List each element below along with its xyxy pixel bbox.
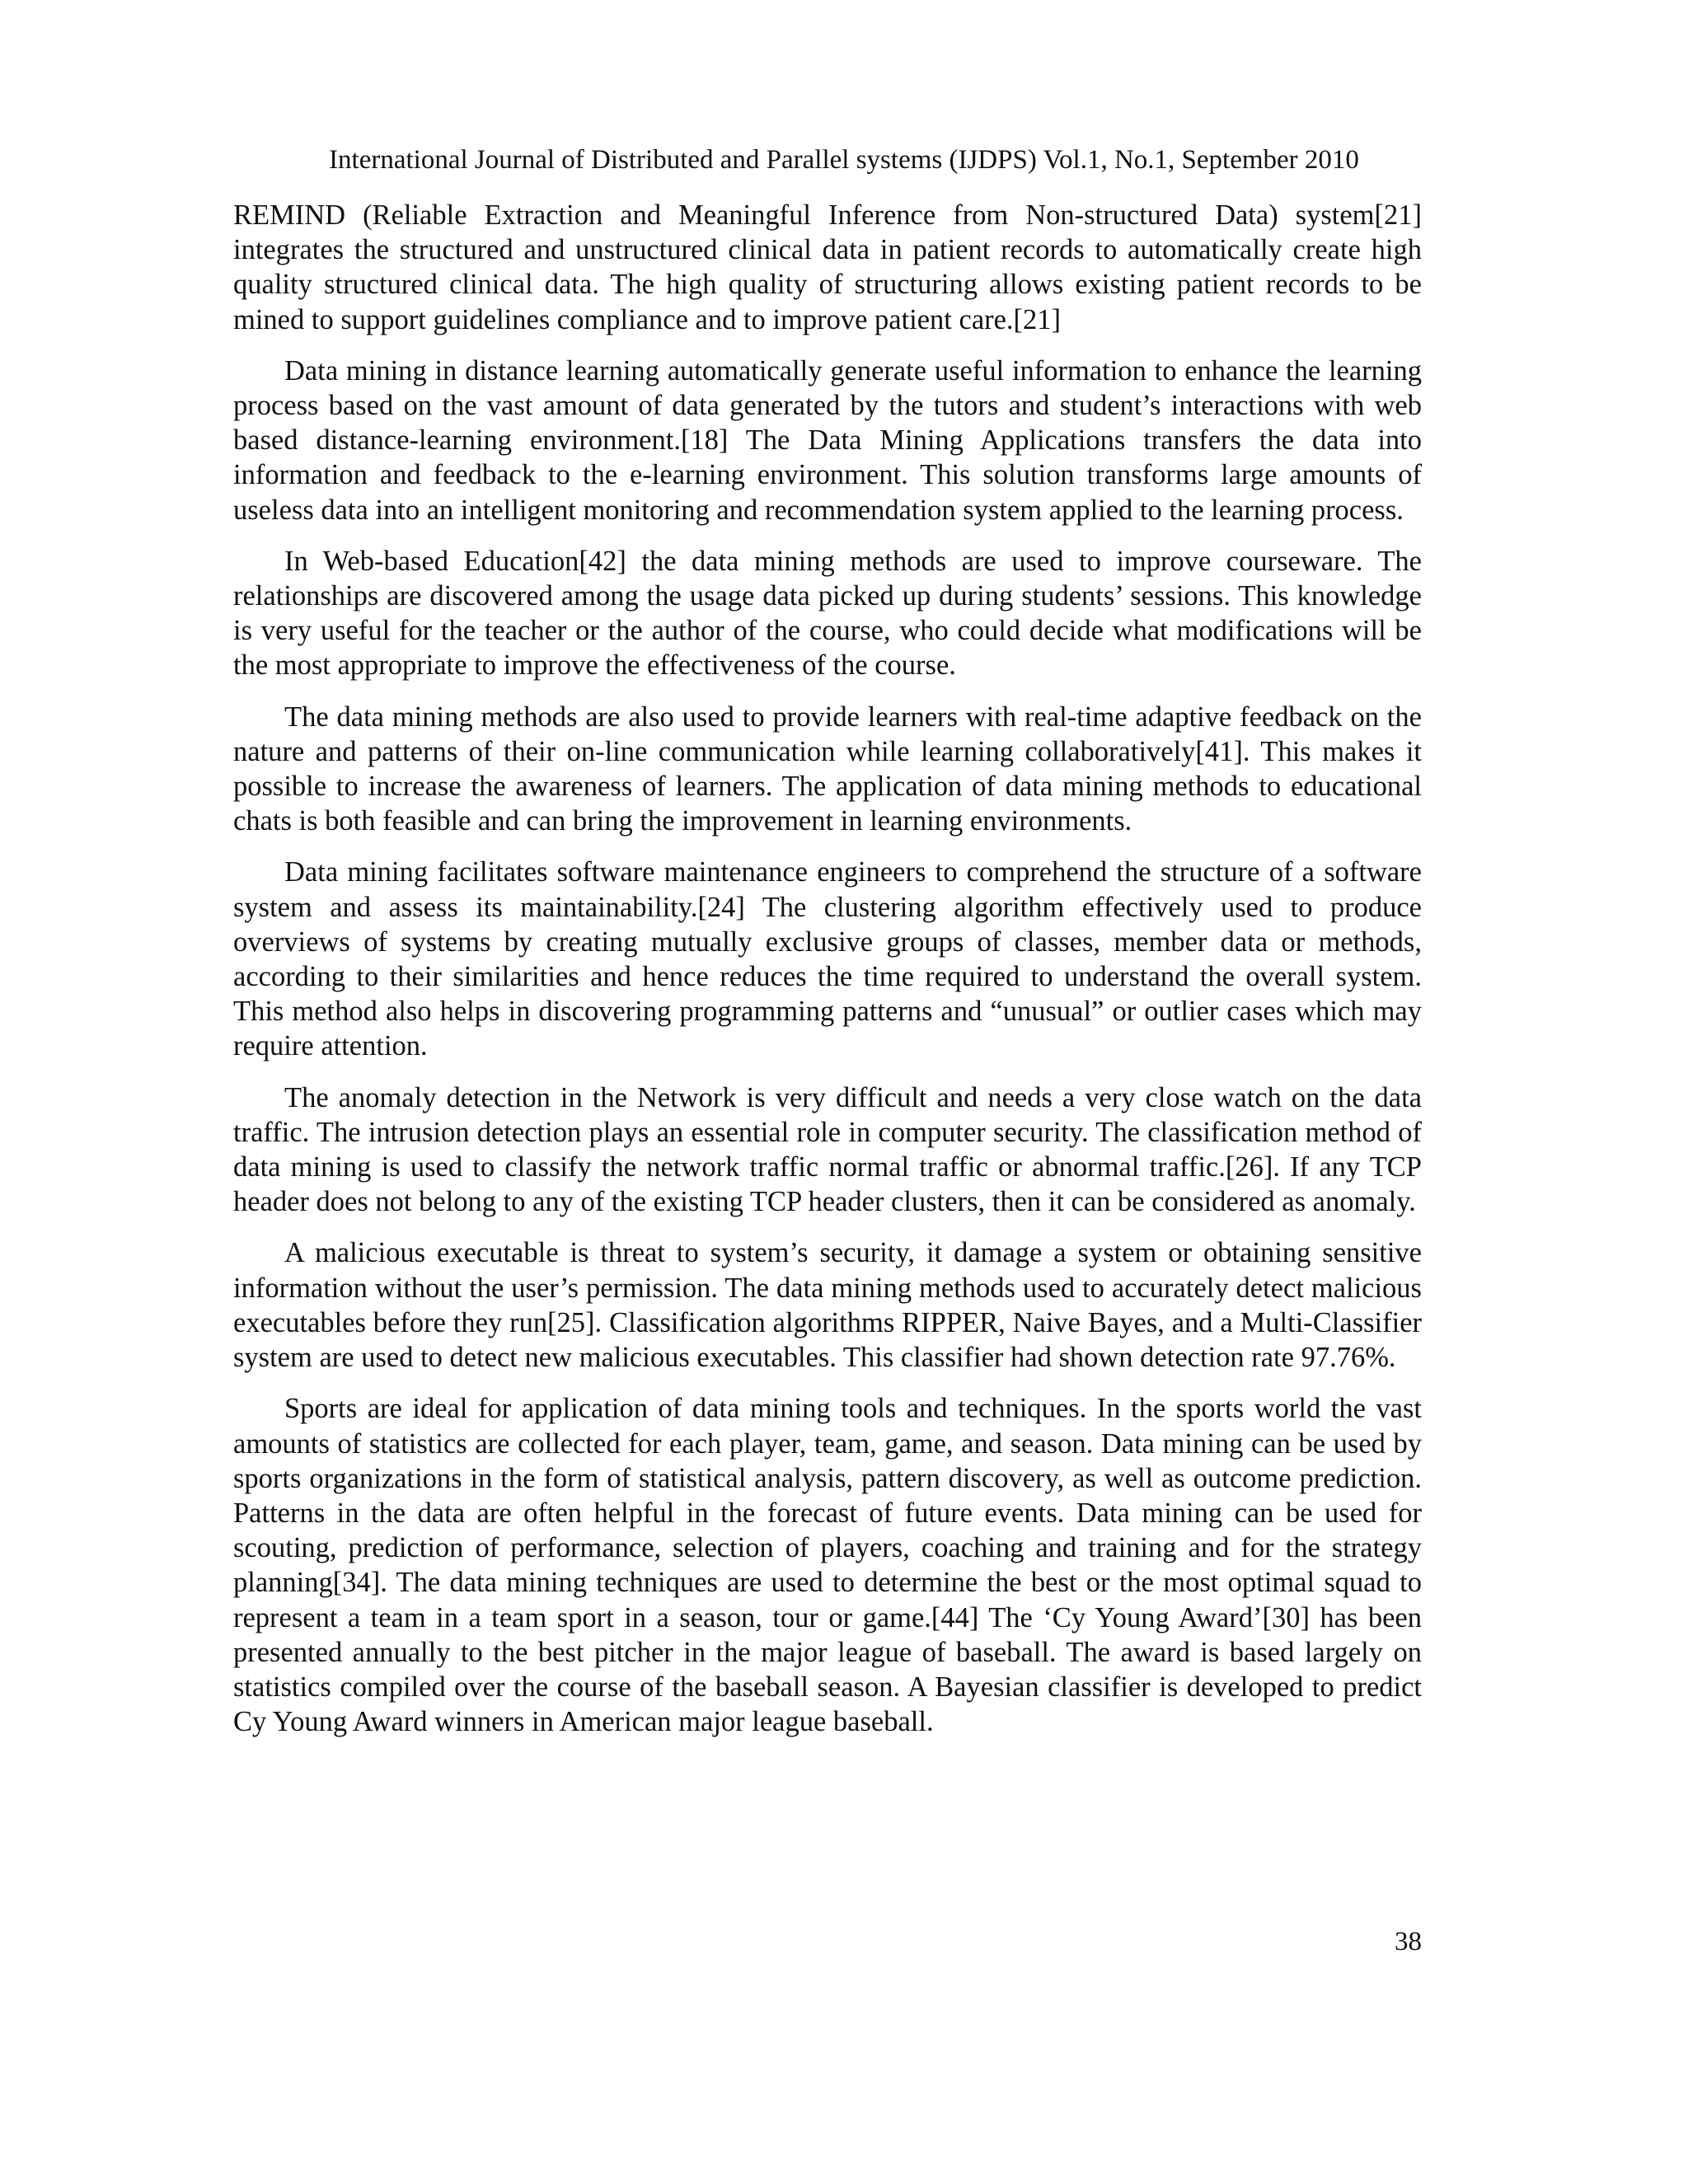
paragraph-sports: Sports are ideal for application of data mining tools and techniques. In the sports world the vast amounts of statistics are collected for each player, team, game, and season. Data mining can be used by sports organizations in the form of statistical analysis, pattern discovery, as well as outcome prediction. Patterns in the data are often helpful in the forecast of future events. Data mining can be used for scouting, prediction of performance, selection of players, coaching and training and for the strategy planning[34]. The data mining techniques are used to determine the best or the most optimal squad to represent a team in a team sport in a season, tour or game.[44] The ‘Cy Young Award’[30] has been presented annually to the best pitcher in the major league of baseball. The award is based largely on statistics compiled over the course of the baseball season. A Bayesian classifier is developed to predict Cy Young Award winners in American major league baseball.	[233, 1393, 1422, 1738]
page-number: 38	[1395, 1927, 1422, 1957]
paragraph-remind: REMIND (Reliable Extraction and Meaningful Inference from Non-structured Data) system[21] integrates the structured and unstructured clinical data in patient records to automatically create high quality structured clinical data. The high quality of structuring allows existing patient records to be mined to support guidelines compliance and to improve patient care.[21]	[233, 199, 1422, 335]
body-text	[233, 198, 1422, 1755]
running-header: International Journal of Distributed and Parallel systems (IJDPS) Vol.1, No.1, September 2010	[329, 145, 1359, 175]
paragraph-malicious-executables: A malicious executable is threat to system’s security, it damage a system or obtaining sensitive information without the user’s permission. The data mining methods used to accurately detect malicious executables before they run[25]. Classification algorithms RIPPER, Naive Bayes, and a Multi-Classifier system are used to detect new malicious executables. This classifier had shown detection rate 97.76%.	[233, 1237, 1422, 1374]
paragraph-web-based-education: In Web-based Education[42] the data mining methods are used to improve courseware. The relationships are discovered among the usage data picked up during students’ sessions. This knowledge is very useful for the teacher or the author of the course, who could decide what modifications will be the most appropriate to improve the effectiveness of the course.	[233, 545, 1422, 682]
paragraph-software-maintenance: Data mining facilitates software maintenance engineers to comprehend the structure of a software system and assess its maintainability.[24] The clustering algorithm effectively used to produce overviews of systems by creating mutually exclusive groups of classes, member data or methods, according to their similarities and hence reduces the time required to understand the overall system. This method also helps in discovering programming patterns and “unusual” or outlier cases which may require attention.	[233, 856, 1422, 1062]
paragraph-adaptive-feedback: The data mining methods are also used to provide learners with real-time adaptive feedback on the nature and patterns of their on-line communication while learning collaboratively[41]. This makes it possible to increase the awareness of learners. The application of data mining methods to educational chats is both feasible and can bring the improvement in learning environments.	[233, 701, 1422, 837]
paragraph-distance-learning: Data mining in distance learning automatically generate useful information to enhance the learning process based on the vast amount of data generated by the tutors and student’s interactions with web based distance-learning environment.[18] The Data Mining Applications transfers the data into information and feedback to the e-learning environment. This solution transforms large amounts of useless data into an intelligent monitoring and recommendation system applied to the learning process.	[233, 354, 1422, 526]
paragraph-anomaly-detection: The anomaly detection in the Network is very difficult and needs a very close watch on the data traffic. The intrusion detection plays an essential role in computer security. The classification method of data mining is used to classify the network traffic normal traffic or abnormal traffic.[26]. If any TCP header does not belong to any of the existing TCP header clusters, then it can be considered as anomaly.	[233, 1081, 1422, 1218]
